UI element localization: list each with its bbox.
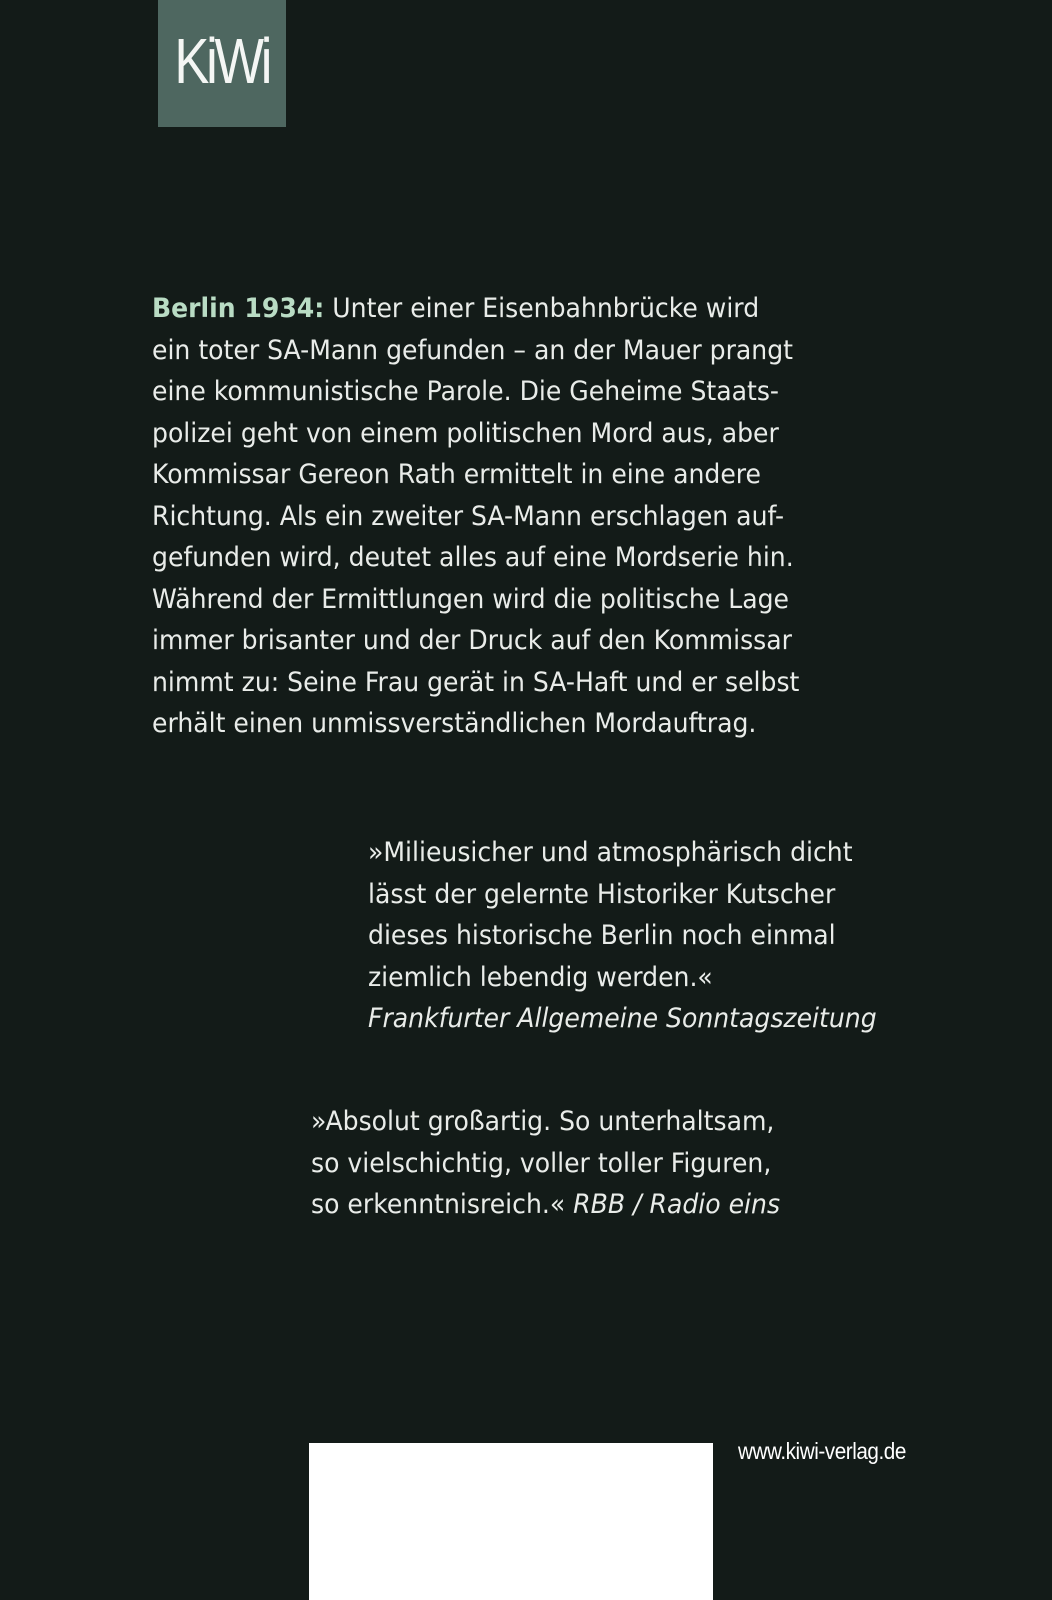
quote-line: »Absolut großartig. So unterhaltsam, [311,1106,775,1137]
logo-text: KiWi [174,24,270,97]
blurb-line: Richtung. Als ein zweiter SA-Mann erschlagen auf- [152,500,785,532]
book-blurb [152,288,822,745]
quote-line: »Milieusicher und atmosphärisch dicht [368,837,853,868]
quote-source: RBB / Radio eins [573,1189,781,1220]
blurb-line: Kommissar Gereon Rath ermittelt in eine andere [152,459,762,490]
quote-source: Frankfurter Allgemeine Sonntagszeitung [368,1003,877,1034]
blurb-line: immer brisanter und der Druck auf den Kommissar [152,625,792,656]
blurb-line: Berlin 1934: Unter einer Eisenbahnbrücke wird [152,293,760,324]
publisher-url: www.kiwi-verlag.de [738,1438,906,1464]
kiwi-logo [158,0,286,127]
quote-line: so vielschichtig, voller toller Figuren, [311,1147,772,1179]
blurb-line: polizei geht von einem politischen Mord aus, aber [152,417,779,449]
blurb-lead: Berlin 1934: [152,293,325,324]
blurb-line: gefunden wird, deutet alles auf eine Mordserie hin. [152,542,794,573]
review-quote-faz [368,832,889,1040]
quote-line: so erkenntnisreich.« RBB / Radio eins [311,1189,781,1220]
review-quote-rbb [311,1101,832,1226]
blurb-line: Während der Ermittlungen wird die politische Lage [152,583,789,615]
barcode-area [309,1443,713,1600]
blurb-line: ein toter SA-Mann gefunden – an der Mauer prangt [152,334,794,366]
blurb-line: eine kommunistische Parole. Die Geheime Staats- [152,376,779,407]
blurb-line: erhält einen unmissverständlichen Mordauftrag. [152,708,757,739]
quote-line: lässt der gelernte Historiker Kutscher [368,878,836,910]
blurb-line: nimmt zu: Seine Frau gerät in SA-Haft und er selbst [152,666,800,698]
quote-line: dieses historische Berlin noch einmal [368,920,836,951]
quote-line: ziemlich lebendig werden.« [368,961,713,993]
